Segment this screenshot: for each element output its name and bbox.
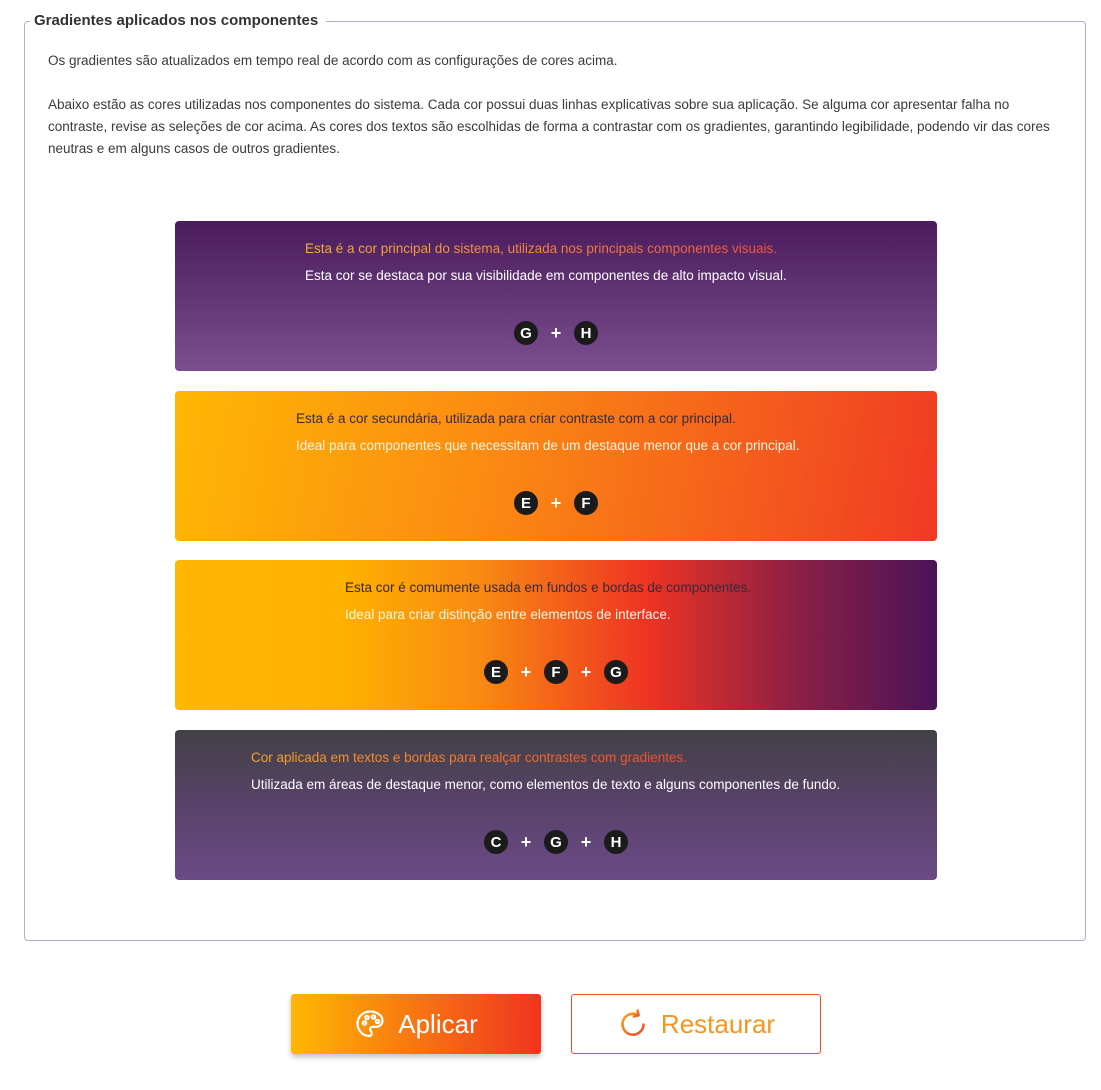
- color-chip: E: [514, 491, 538, 515]
- color-chip: F: [574, 491, 598, 515]
- gradient-card-primary: [175, 221, 937, 371]
- plus-sign: +: [580, 661, 592, 682]
- color-chips: [175, 321, 937, 345]
- card-line-2: Utilizada em áreas de destaque menor, como elementos de texto e alguns componentes de fundo.: [251, 777, 841, 792]
- reset-button-label: Restaurar: [660, 1008, 776, 1039]
- color-chip: G: [604, 660, 628, 684]
- plus-sign: +: [520, 831, 532, 852]
- section-legend: Gradientes aplicados nos componentes: [30, 11, 326, 31]
- apply-button[interactable]: [291, 994, 541, 1054]
- plus-sign: +: [520, 661, 532, 682]
- card-line-2: Ideal para componentes que necessitam de um destaque menor que a cor principal.: [296, 438, 800, 453]
- color-chip: H: [574, 321, 598, 345]
- palette-icon: [354, 1008, 386, 1040]
- card-line-1: Esta é a cor secundária, utilizada para criar contraste com a cor principal.: [296, 411, 736, 426]
- plus-sign: +: [550, 492, 562, 513]
- intro-paragraph-2: Abaixo estão as cores utilizadas nos componentes do sistema. Cada cor possui duas linhas explicativas sobre sua aplicação. Se alguma cor apresentar falha no contraste, revise as seleções de cor acima. As cores dos textos são escolhidas de forma a contrastar com os gradientes, garantindo legibilidade, podendo vir das cores neutras e em alguns casos de outros gradientes.: [48, 97, 1050, 156]
- plus-sign: +: [550, 322, 562, 343]
- apply-button-label: Aplicar: [398, 1008, 478, 1039]
- color-chips: [175, 830, 937, 854]
- card-line-1: Esta cor é comumente usada em fundos e bordas de componentes.: [345, 580, 751, 595]
- card-line-2: Ideal para criar distinção entre elementos de interface.: [345, 607, 671, 622]
- color-chip: C: [484, 830, 508, 854]
- plus-sign: +: [580, 831, 592, 852]
- refresh-icon: [617, 1008, 649, 1040]
- color-chip: H: [604, 830, 628, 854]
- color-chip: E: [484, 660, 508, 684]
- color-chips: [175, 660, 937, 684]
- gradient-card-background: [175, 560, 937, 710]
- color-chip: G: [514, 321, 538, 345]
- gradient-card-text: [175, 730, 937, 880]
- color-chip: G: [544, 830, 568, 854]
- card-line-2: Esta cor se destaca por sua visibilidade em componentes de alto impacto visual.: [305, 268, 787, 283]
- color-chip: F: [544, 660, 568, 684]
- intro-paragraph-1: Os gradientes são atualizados em tempo real de acordo com as configurações de cores acima.: [48, 53, 618, 68]
- card-line-1: Esta é a cor principal do sistema, utilizada nos principais componentes visuais.: [305, 241, 777, 256]
- card-line-1: Cor aplicada em textos e bordas para realçar contrastes com gradientes.: [251, 750, 687, 765]
- gradient-card-secondary: [175, 391, 937, 541]
- intro-text: [48, 50, 1058, 160]
- reset-button[interactable]: [571, 994, 821, 1054]
- color-chips: [175, 491, 937, 515]
